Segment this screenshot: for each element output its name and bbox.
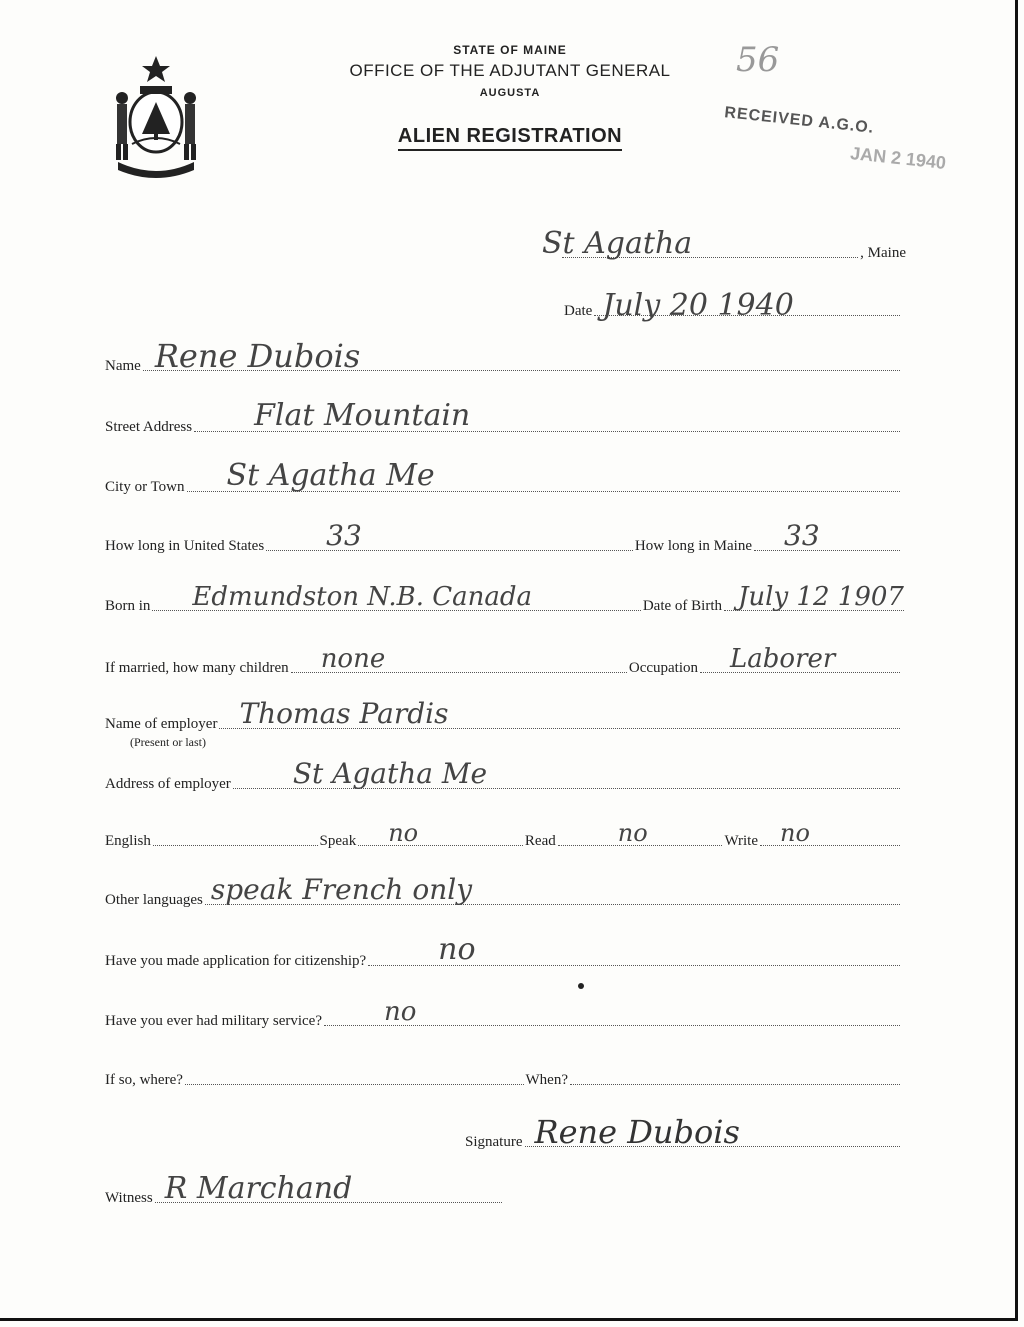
row-town [542, 226, 906, 262]
town-value: St Agatha [542, 226, 693, 261]
employer-address-label: Address of employer [105, 776, 231, 792]
employer-value: Thomas Pardis [239, 697, 449, 730]
signature-label: Signature [465, 1134, 523, 1150]
header-state: STATE OF MAINE [453, 43, 567, 57]
citizenship-value: no [438, 932, 476, 967]
form-header [330, 43, 690, 151]
military-value: no [384, 997, 417, 1027]
how-long-us-value: 33 [326, 519, 362, 552]
received-stamp-date: JAN 2 1940 [849, 143, 947, 173]
town-suffix: , Maine [860, 245, 906, 261]
employer-address-line[interactable] [233, 757, 900, 790]
date-of-birth-label: Date of Birth [642, 598, 722, 614]
write-value: no [780, 819, 810, 847]
write-line[interactable] [760, 819, 900, 847]
other-languages-value: speak French only [210, 873, 473, 906]
row-date [564, 288, 902, 323]
employer-line[interactable] [219, 697, 900, 730]
occupation-line[interactable] [700, 644, 900, 674]
row-city [105, 458, 902, 496]
citizenship-label: Have you made application for citizenship? [105, 953, 367, 969]
how-long-maine-label: How long in Maine [634, 538, 752, 554]
military-line[interactable] [324, 997, 900, 1027]
row-other-languages [105, 873, 902, 909]
citizenship-line[interactable] [368, 932, 900, 967]
row-english [105, 819, 902, 850]
date-value: July 20 1940 [602, 288, 794, 323]
english-line [153, 844, 318, 846]
row-children [105, 644, 902, 677]
street-line[interactable] [194, 398, 900, 433]
row-citizenship [105, 932, 902, 970]
how-long-us-line[interactable] [266, 519, 633, 552]
other-languages-label: Other languages [105, 892, 203, 908]
date-of-birth-value: July 12 1907 [738, 582, 904, 612]
row-born [105, 582, 906, 615]
row-employer-address [105, 757, 902, 793]
row-witness [105, 1171, 504, 1207]
if-so-where-label: If so, where? [105, 1072, 183, 1088]
read-line[interactable] [558, 819, 723, 847]
row-street [105, 398, 902, 436]
name-line[interactable] [143, 337, 900, 375]
street-value: Flat Mountain [254, 398, 471, 433]
read-label: Read [524, 833, 556, 849]
ink-dot [578, 983, 584, 989]
occupation-label: Occupation [628, 660, 698, 676]
employer-label: Name of employer [105, 716, 218, 732]
if-so-where-line[interactable] [185, 1083, 524, 1085]
city-line[interactable] [187, 458, 900, 493]
how-long-us-label: How long in United States [105, 538, 265, 554]
street-label: Street Address [105, 419, 193, 435]
read-value: no [617, 819, 648, 847]
header-office: OFFICE OF THE ADJUTANT GENERAL [349, 61, 671, 80]
row-if-so [105, 1072, 902, 1089]
signature-line[interactable] [525, 1113, 901, 1151]
other-languages-line[interactable] [205, 873, 900, 906]
file-number: 56 [736, 40, 780, 80]
date-label: Date [564, 303, 593, 319]
children-label: If married, how many children [105, 660, 289, 676]
name-label: Name [105, 358, 141, 374]
speak-label: Speak [319, 833, 357, 849]
header-city: AUGUSTA [479, 87, 541, 99]
born-in-value: Edmundston N.B. Canada [192, 582, 533, 612]
witness-label: Witness [105, 1190, 153, 1206]
row-employer [105, 697, 902, 733]
date-of-birth-line[interactable] [724, 582, 904, 612]
received-stamp: RECEIVED A.G.O. [723, 104, 875, 137]
children-line[interactable] [291, 644, 627, 674]
how-long-maine-line[interactable] [754, 519, 900, 552]
row-military [105, 997, 902, 1030]
when-line[interactable] [570, 1083, 900, 1085]
city-label: City or Town [105, 479, 185, 495]
write-label: Write [724, 833, 758, 849]
row-signature [465, 1113, 902, 1151]
how-long-maine-value: 33 [784, 519, 820, 552]
military-label: Have you ever had military service? [105, 1013, 322, 1029]
signature-value: Rene Dubois [534, 1113, 740, 1151]
children-value: none [320, 644, 386, 674]
when-label: When? [525, 1072, 568, 1088]
witness-value: R Marchand [164, 1171, 353, 1206]
date-line[interactable] [594, 288, 900, 323]
town-line[interactable] [542, 226, 858, 261]
form-title: ALIEN REGISTRATION [398, 125, 622, 151]
employer-address-value: St Agatha Me [292, 757, 488, 790]
born-in-label: Born in [105, 598, 151, 614]
maine-state-seal-icon [110, 52, 202, 180]
city-value: St Agatha Me [226, 458, 435, 493]
speak-value: no [388, 819, 419, 847]
employer-note: (Present or last) [130, 735, 206, 749]
born-in-line[interactable] [152, 582, 640, 612]
name-value: Rene Dubois [154, 337, 361, 375]
witness-line[interactable] [155, 1171, 502, 1206]
occupation-value: Laborer [730, 644, 836, 674]
row-name [105, 337, 902, 375]
speak-line[interactable] [358, 819, 523, 847]
english-label: English [105, 833, 151, 849]
row-how-long [105, 519, 902, 555]
